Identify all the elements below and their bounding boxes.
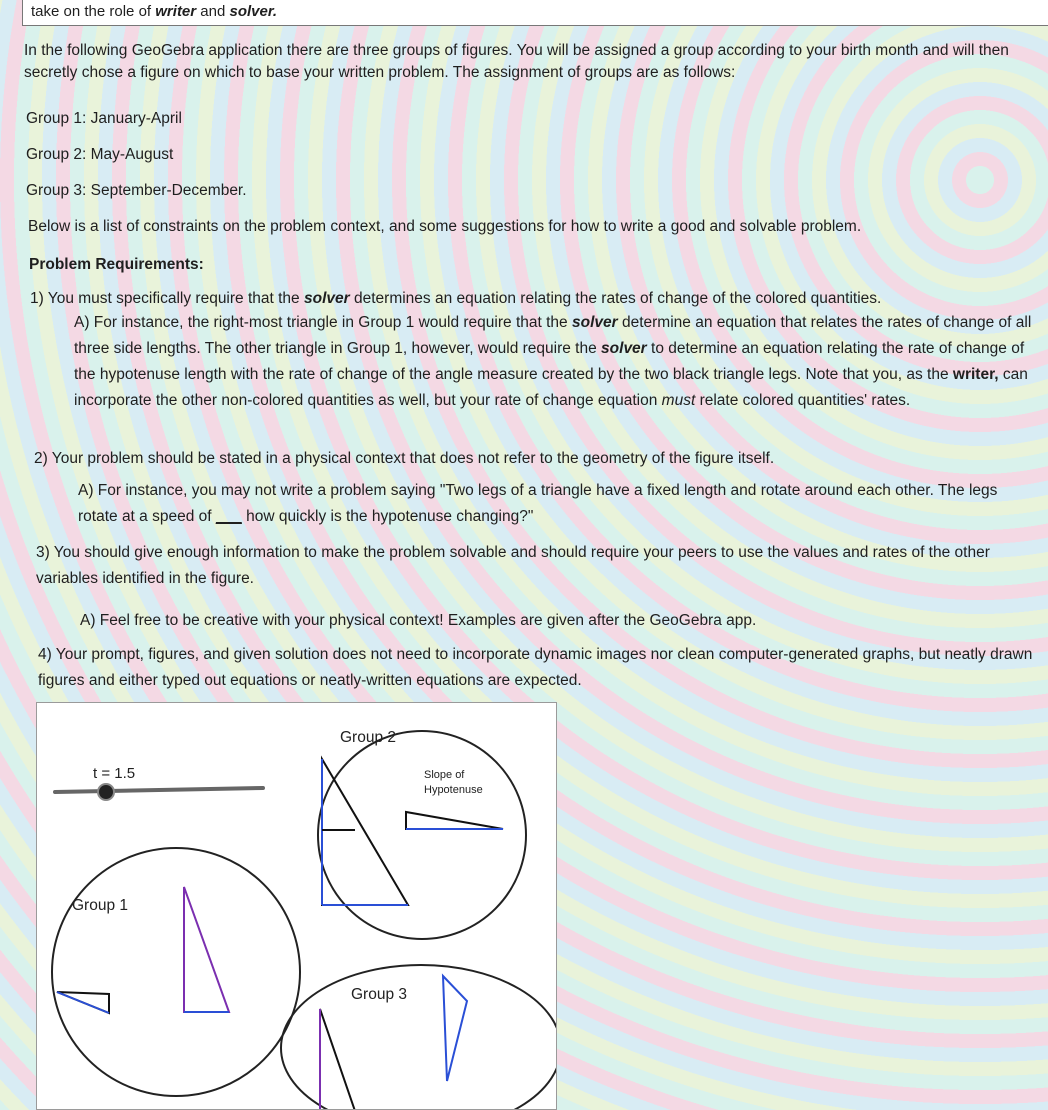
group-1-label: Group 1 — [72, 897, 129, 914]
group-3-label: Group 3 — [351, 986, 408, 1003]
group-3-right-triangle[interactable] — [443, 976, 467, 1081]
geogebra-canvas — [37, 703, 557, 1110]
constraints-intro: Below is a list of constraints on the problem context, and some suggestions for how to write a good and solvable problem. — [28, 218, 862, 235]
group-1-right-triangle[interactable] — [184, 887, 229, 1012]
group-3-ellipse[interactable] — [281, 965, 557, 1110]
slope-label-line-2: Hypotenuse — [424, 784, 483, 796]
header-and: and — [200, 3, 226, 20]
slope-triangle[interactable] — [406, 812, 503, 829]
header-writer: writer — [155, 3, 197, 20]
intro-paragraph: In the following GeoGebra application there are three groups of figures. You will be assigned a group according to your birth month and will then secretly chose a figure on which to base your written problem. The assignment of groups are as follows: — [24, 42, 1009, 81]
requirement-1a: A) For instance, the right-most triangle in Group 1 would require that the solver determine an equation that relates the rates of change of all three side lengths. The other triangle in Group 1, however, would require the solver to determine an equation relating the rate of change of the hypotenuse length with the rate of change of the angle measure created by the two black triangle legs. Note that you, as the writer, can incorporate the other non-colored quantities as well, but your rate of change equation must relate colored quantities' rates. — [74, 314, 1032, 409]
requirement-4: 4) Your prompt, figures, and given solution does not need to incorporate dynamic images nor clean computer-generated graphs, but neatly drawn figures and either typed out equations or neatly-written equations are expected. — [38, 646, 1033, 689]
slider-label: t = 1.5 — [93, 765, 136, 782]
group-2-circle[interactable] — [318, 731, 526, 939]
group-3-left-triangle[interactable] — [320, 1009, 355, 1110]
requirement-3a: A) Feel free to be creative with your physical context! Examples are given after the GeoGebra app. — [80, 612, 757, 629]
group-2-ladder-triangle[interactable] — [322, 759, 408, 905]
header-solver: solver. — [229, 3, 278, 20]
slider-handle[interactable] — [98, 784, 114, 800]
slider-track[interactable] — [55, 788, 263, 792]
requirement-2: 2) Your problem should be stated in a physical context that does not refer to the geometry of the figure itself. — [34, 450, 775, 467]
header-prefix: take on the role of — [31, 3, 152, 20]
requirement-1: 1) You must specifically require that the solver determines an equation relating the rates of change of the colored quantities. — [30, 290, 882, 307]
group-3-months: Group 3: September-December. — [26, 182, 247, 199]
group-1-months: Group 1: January-April — [26, 110, 182, 127]
slope-label-line-1: Slope of — [424, 769, 465, 781]
requirement-3: 3) You should give enough information to make the problem solvable and should require your peers to use the values and rates of the other variables identified in the figure. — [36, 544, 990, 587]
group-1-circle[interactable] — [52, 848, 300, 1096]
requirements-title: Problem Requirements: — [29, 256, 204, 273]
requirement-2a: A) For instance, you may not write a problem saying "Two legs of a triangle have a fixed length and rotate around each other. The legs rotate at a speed of ___ how quickly is the hypotenuse changing?" — [78, 482, 998, 525]
group-2-label: Group 2 — [340, 729, 397, 746]
group-1-left-hypotenuse — [57, 992, 109, 1013]
header-line — [22, 0, 1048, 26]
group-2-months: Group 2: May-August — [26, 146, 174, 163]
geogebra-applet[interactable] — [36, 702, 557, 1110]
